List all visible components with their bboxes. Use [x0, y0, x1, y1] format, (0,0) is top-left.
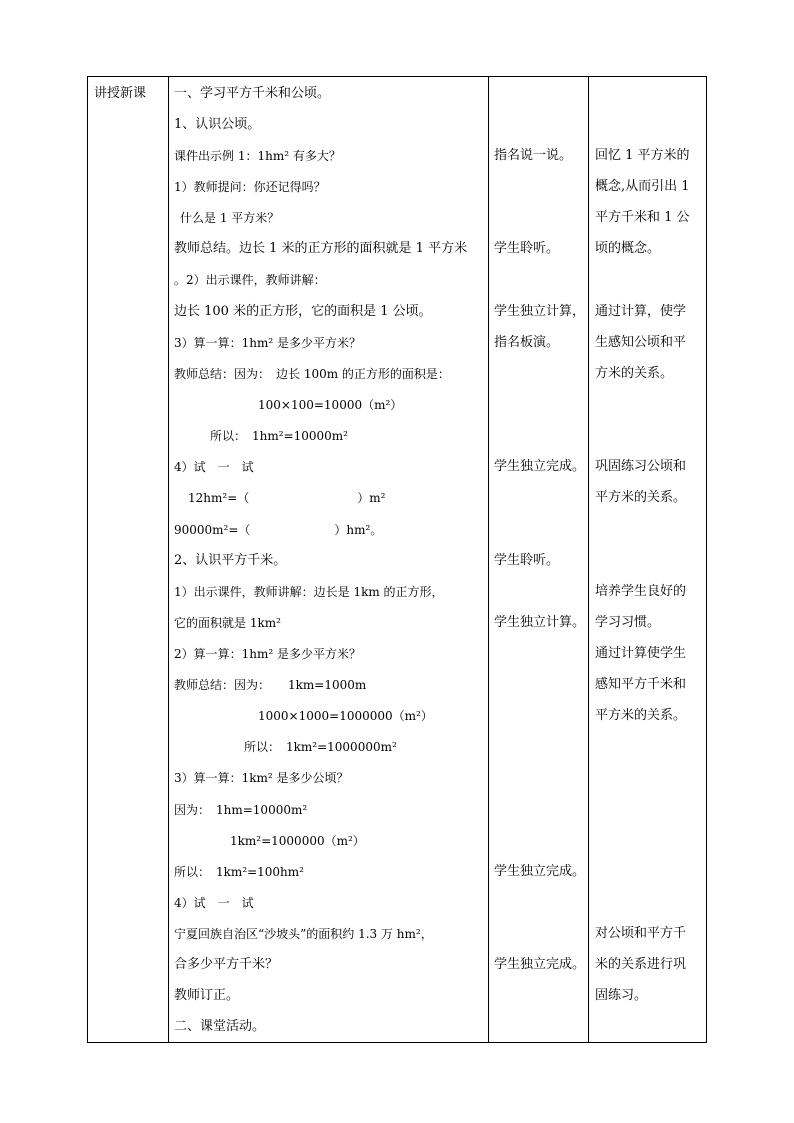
intent-line: 概念,从而引出 1: [595, 179, 690, 194]
content-line: 一、学习平方千米和公顷。: [174, 86, 331, 101]
content-line: 二、课堂活动。: [174, 1019, 266, 1034]
lesson-table: [87, 76, 707, 1043]
intent-line: 固练习。: [595, 988, 648, 1003]
intent-line: 平方米的关系。: [595, 490, 687, 505]
content-line: 教师总结：因为： 1km=1000m: [174, 678, 367, 692]
column-divider: [168, 77, 169, 1042]
intent-line: 学习习惯。: [595, 615, 661, 630]
student-line: 学生聆听。: [494, 553, 560, 568]
content-line: 1km²=1000000（m²）: [230, 834, 365, 848]
intent-line: 米的关系进行巩: [595, 957, 687, 972]
content-line: 4）试 一 试: [174, 460, 254, 474]
intent-line: 通过计算使学生: [595, 646, 687, 661]
student-line: 学生聆听。: [494, 241, 560, 256]
content-line: 什么是 1 平方米？: [180, 211, 280, 225]
student-line: 学生独立完成。: [494, 459, 586, 474]
intent-line: 通过计算，使学: [595, 304, 687, 319]
content-line: 4）试 一 试: [174, 896, 254, 910]
content-line: 所以： 1km²=1000000m²: [244, 740, 397, 754]
content-line: 100×100=10000（m²）: [258, 398, 403, 412]
content-line: 所以： 1km²=100hm²: [174, 865, 304, 879]
content-line: 宁夏回族自治区“沙坡头”的面积约 1.3 万 hm²，: [174, 927, 433, 941]
content-line: 教师订正。: [174, 988, 240, 1003]
student-line: 学生独立完成。: [494, 957, 586, 972]
column-divider: [488, 77, 489, 1042]
content-line: 教师总结：因为： 边长 100m 的正方形的面积是：: [174, 367, 450, 381]
content-line: 2、认识平方千米。: [174, 553, 287, 568]
content-line: 3）算一算：1hm² 是多少平方米？: [174, 336, 362, 350]
content-line: 90000m²=（ ）hm²。: [174, 523, 383, 537]
content-line: 因为： 1hm=10000m²: [174, 803, 308, 817]
content-line: 2）算一算：1hm² 是多少平方米？: [174, 647, 362, 661]
student-line: 指名板演。: [494, 335, 560, 350]
content-line: 合多少平方千米？: [174, 957, 279, 972]
student-line: 学生独立计算。: [494, 615, 586, 630]
content-line: 1、认识公顷。: [174, 117, 261, 132]
content-line: 教师总结。边长 1 米的正方形的面积就是 1 平方米: [174, 241, 468, 256]
intent-line: 巩固练习公顷和: [595, 459, 687, 474]
intent-line: 培养学生良好的: [595, 584, 687, 599]
content-line: 3）算一算：1km² 是多少公顷？: [174, 771, 349, 785]
student-line: 学生独立计算，: [494, 304, 586, 319]
content-line: 12hm²=（ ）m²: [188, 491, 386, 505]
intent-line: 对公顷和平方千: [595, 926, 687, 941]
content-line: 。2）出示课件，教师讲解：: [174, 273, 326, 287]
intent-line: 平方千米和 1 公: [595, 210, 690, 225]
content-line: 所以： 1hm²=10000m²: [210, 429, 348, 443]
student-line: 指名说一说。: [494, 148, 573, 163]
column-divider: [588, 77, 589, 1042]
intent-line: 顷的概念。: [595, 241, 661, 256]
intent-line: 回忆 1 平方米的: [595, 148, 690, 163]
intent-line: 感知平方千米和: [595, 677, 687, 692]
content-line: 1）教师提问：你还记得吗？: [174, 180, 326, 194]
intent-line: 平方米的关系。: [595, 708, 687, 723]
intent-line: 生感知公顷和平: [595, 335, 687, 350]
content-line: 1）出示课件，教师讲解：边长是 1km 的正方形，: [174, 585, 444, 599]
content-line: 1000×1000=1000000（m²）: [258, 709, 433, 723]
content-line: 边长 100 米的正方形，它的面积是 1 公顷。: [174, 304, 432, 319]
section-label: 讲授新课: [94, 86, 147, 101]
content-line: 课件出示例 1：1hm² 有多大？: [174, 149, 341, 163]
student-line: 学生独立完成。: [494, 864, 586, 879]
content-line: 它的面积就是 1km²: [174, 616, 281, 630]
intent-line: 方米的关系。: [595, 366, 674, 381]
